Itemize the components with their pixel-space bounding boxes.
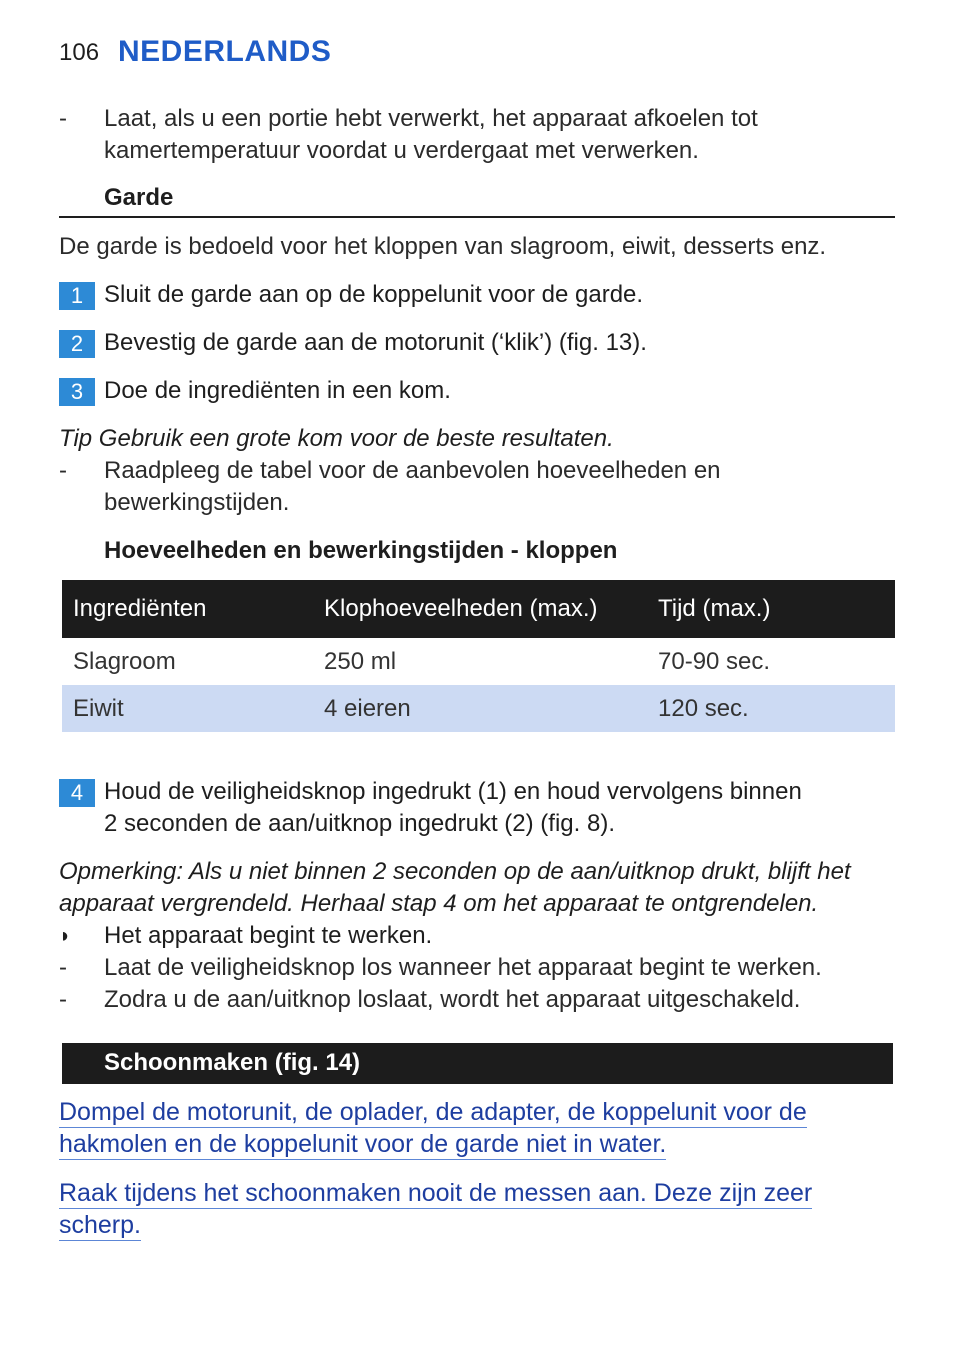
- result-item-2: Zodra u de aan/uitknop loslaat, wordt het apparaat uitgeschakeld.: [104, 986, 801, 1013]
- result-text: Het apparaat begint te werken.: [104, 922, 433, 949]
- warning-1-line-2: [59, 1128, 666, 1160]
- table-cell: 4 eieren: [313, 685, 647, 732]
- table-cell: Slagroom: [73, 647, 176, 675]
- intro-dash: -: [59, 105, 67, 132]
- table-title: Hoeveelheden en bewerkingstijden - kloppen: [104, 537, 618, 564]
- tip-note-line-1: Raadpleeg de tabel voor de aanbevolen hoeveelheden en: [104, 457, 721, 484]
- step-text-4-line-2: 2 seconden de aan/uitknop ingedrukt (2) (fig. 8).: [104, 810, 615, 837]
- note-line-2: apparaat vergrendeld. Herhaal stap 4 om het apparaat te ontgrendelen.: [59, 890, 819, 917]
- step-text-4-line-1: Houd de veiligheidsknop ingedrukt (1) en houd vervolgens binnen: [104, 778, 802, 805]
- tip-text: Tip Gebruik een grote kom voor de beste resultaten.: [59, 425, 614, 452]
- step-text-3: Doe de ingrediënten in een kom.: [104, 377, 451, 404]
- result-item-1: Laat de veiligheidsknop los wanneer het apparaat begint te werken.: [104, 954, 822, 981]
- result-dash-2: -: [59, 986, 67, 1013]
- warning-1-line-2-text: hakmolen en de koppelunit voor de garde niet in water.: [59, 1130, 667, 1158]
- step-text-1: Sluit de garde aan op de koppelunit voor de garde.: [104, 281, 644, 308]
- step-badge-1: 1: [59, 282, 95, 310]
- step-badge-2: 2: [59, 330, 95, 358]
- table-row: [62, 685, 895, 732]
- table-header-row: [62, 580, 895, 638]
- garde-description: De garde is bedoeld voor het kloppen van slagroom, eiwit, desserts enz.: [59, 233, 827, 260]
- table-cell: Eiwit: [62, 685, 313, 732]
- warning-2-line-1: [59, 1177, 812, 1209]
- language-heading: NEDERLANDS: [118, 35, 332, 68]
- tip-note-line-2: bewerkingstijden.: [104, 489, 290, 516]
- page-number: 106: [59, 39, 100, 66]
- table-header-ingredients: Ingrediënten: [62, 580, 313, 638]
- table-row: [62, 638, 895, 685]
- warning-2-line-2-text: scherp.: [59, 1211, 141, 1239]
- section-heading-garde: Garde: [104, 184, 174, 211]
- table-cell: 120 sec.: [647, 685, 895, 732]
- quantities-table: [62, 580, 895, 732]
- table-header-time: Tijd (max.): [647, 580, 895, 638]
- warning-1-line-1: [59, 1096, 807, 1128]
- table-header-quantity: Klophoeveelheden (max.): [313, 580, 647, 638]
- section-divider: [59, 216, 895, 218]
- table-cell: 250 ml: [324, 647, 397, 675]
- tip-note-dash: -: [59, 457, 67, 484]
- note-line-1: Opmerking: Als u niet binnen 2 seconden op de aan/uitknop drukt, blijft het: [59, 858, 851, 885]
- warning-1-line-1-text: Dompel de motorunit, de oplader, de adapter, de koppelunit voor de: [59, 1098, 807, 1126]
- section-heading-cleaning: Schoonmaken (fig. 14): [104, 1049, 361, 1076]
- step-text-2: Bevestig de garde aan de motorunit (‘klik’) (fig. 13).: [104, 329, 647, 356]
- warning-2-line-1-text: Raak tijdens het schoonmaken nooit de messen aan. Deze zijn zeer: [59, 1179, 813, 1207]
- step-badge-4: 4: [59, 779, 95, 807]
- step-badge-3: 3: [59, 378, 95, 406]
- warning-2-line-2: [59, 1209, 141, 1241]
- intro-line-2: kamertemperatuur voordat u verdergaat met verwerken.: [104, 137, 699, 164]
- result-bullet-icon: ◗: [59, 925, 72, 947]
- result-dash-1: -: [59, 954, 67, 981]
- table-cell: 70-90 sec.: [658, 647, 771, 675]
- intro-line-1: Laat, als u een portie hebt verwerkt, het apparaat afkoelen tot: [104, 105, 758, 132]
